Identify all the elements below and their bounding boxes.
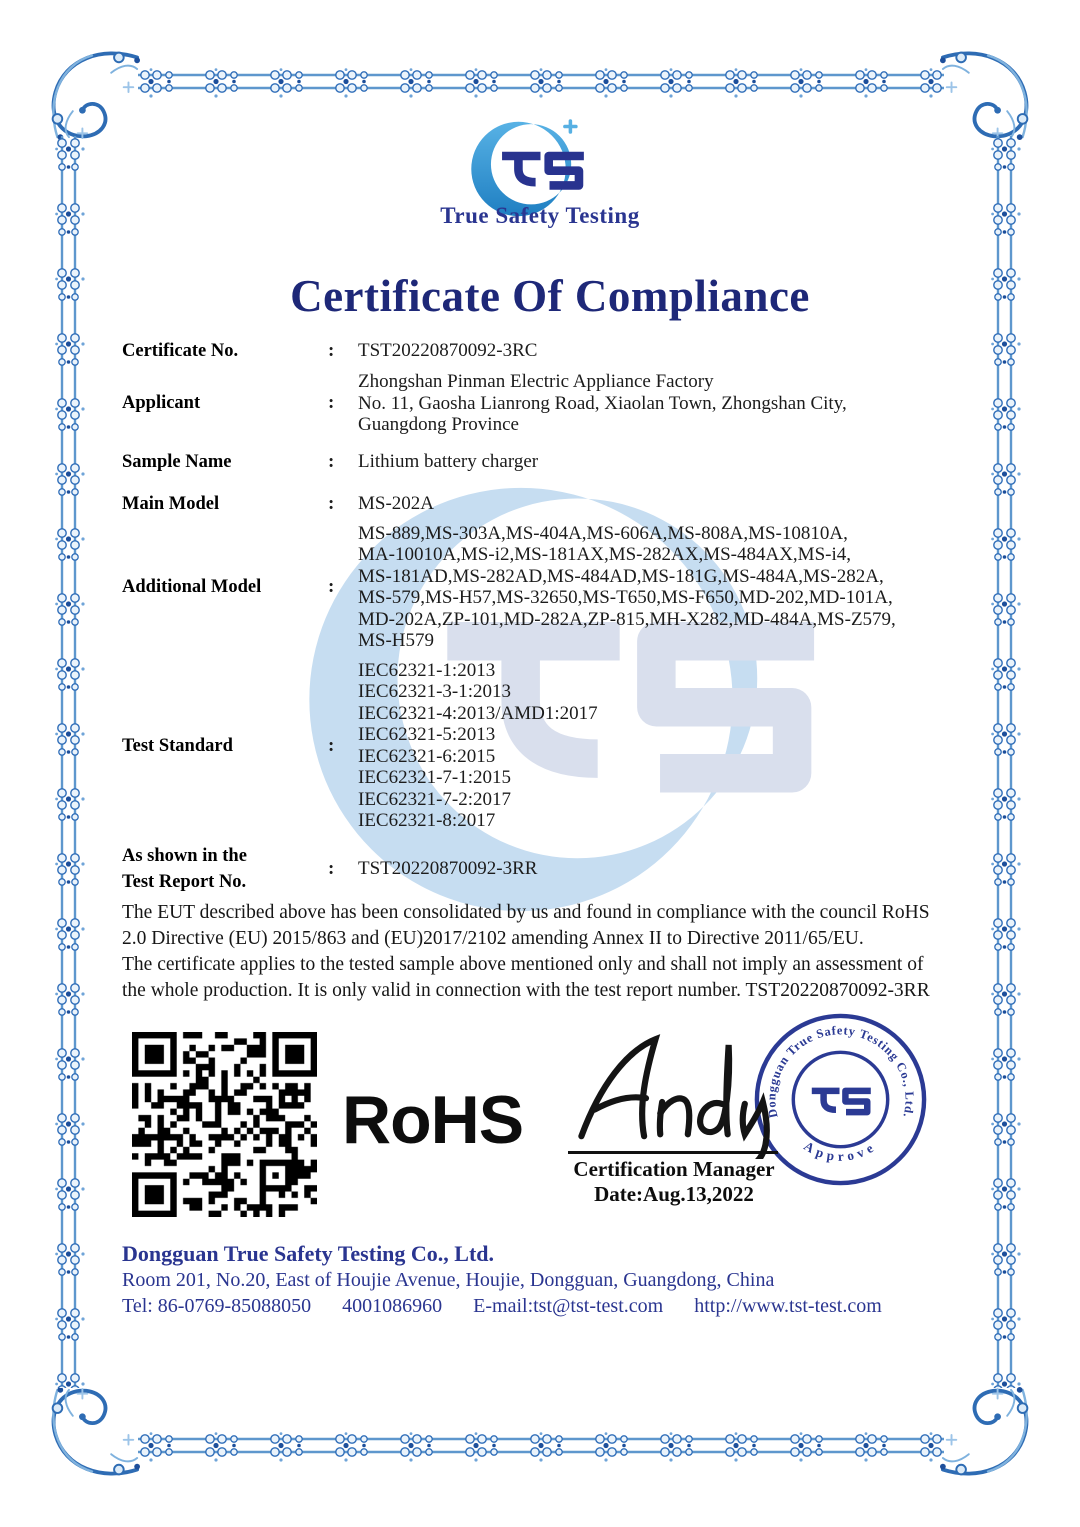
statement-line: the whole production. It is only valid in connection with the test report number. TST20220870092-3RR: [122, 980, 930, 1001]
label-line: As shown in the: [122, 845, 247, 866]
compliance-statement: [122, 900, 946, 1004]
logo-ts-monogram: [502, 156, 584, 185]
value-line: MD-202A,ZP-101,MD-282A,ZP-815,MH-X282,MD-484A,MS-Z579,: [358, 608, 896, 630]
value-line: IEC62321-5:2013: [358, 724, 496, 745]
field-value: [358, 660, 946, 832]
corner-flourish-icon: [44, 1387, 140, 1483]
field-value: [358, 371, 946, 436]
border-edge-top: [138, 68, 944, 104]
field-colon: :: [328, 576, 335, 597]
value-line: MS-181AD,MS-282AD,MS-484AD,MS-181G,MS-484A,MS-282A,: [358, 565, 884, 587]
field-colon: :: [328, 734, 335, 756]
field-label: Applicant: [122, 393, 201, 414]
issuer-address: Room 201, No.20, East of Houjie Avenue, Houjie, Dongguan, Guangdong, China: [122, 1269, 775, 1291]
value-line: IEC62321-7-1:2015: [358, 767, 512, 788]
field-label: Certificate No.: [122, 341, 239, 361]
field-colon: :: [328, 392, 335, 414]
logo-plus-icon: [565, 121, 576, 132]
value-line: IEC62321-7-2:2017: [358, 788, 512, 810]
value-line: MA-10010A,MS-i2,MS-181AX,MS-282AX,MS-484AX,MS-i4,: [358, 544, 851, 565]
signature: [570, 1026, 798, 1159]
brand-name: True Safety Testing: [440, 203, 640, 228]
signature-date: Date:Aug.13,2022: [594, 1182, 754, 1206]
value-line: No. 11, Gaosha Lianrong Road, Xiaolan Town, Zhongshan City,: [358, 392, 847, 414]
field-label: [122, 843, 328, 895]
value-line: MS-H579: [358, 630, 435, 651]
field-label: Additional Model: [122, 577, 262, 597]
field-colon: :: [328, 857, 335, 879]
field-value: TST20220870092-3RC: [358, 340, 538, 362]
field-colon: :: [328, 492, 335, 514]
certificate-fields: [122, 338, 946, 895]
value-line: IEC62321-6:2015: [358, 745, 496, 767]
field-value: MS-202A: [358, 492, 435, 514]
field-row-applicant: [122, 371, 946, 436]
value-line: Zhongshan Pinman Electric Appliance Factory: [358, 371, 714, 392]
value-line: MS-889,MS-303A,MS-404A,MS-606A,MS-808A,MS-10810A,: [358, 522, 848, 544]
field-label: Test Standard: [122, 735, 233, 756]
corner-flourish-icon: [940, 1387, 1036, 1483]
qr-code: [132, 1032, 317, 1217]
field-value: Lithium battery charger: [358, 450, 539, 472]
field-value: [358, 523, 946, 652]
field-value: TST20220870092-3RR: [358, 857, 538, 879]
value-line: IEC62321-3-1:2013: [358, 681, 512, 702]
issuer-contacts: [122, 1293, 962, 1320]
value-line: IEC62321-4:2013/AMD1:2017: [358, 702, 598, 724]
border-edge-left: [55, 136, 91, 1388]
issuer-hotline: 4001086960: [342, 1295, 443, 1317]
stamp-bottom-text: Approve: [801, 1138, 880, 1164]
rohs-mark: RoHS: [342, 1082, 524, 1158]
stamp-ring-text: Dongguan True Safety Testing Co., Ltd.: [764, 1023, 917, 1120]
field-colon: :: [328, 450, 335, 472]
value-line: IEC62321-1:2013: [358, 659, 496, 681]
field-row-test-standard: [122, 660, 946, 832]
stamp-ts-monogram: [812, 1091, 871, 1112]
statement-line: The certificate applies to the tested sample above mentioned only and shall not imply an assessment of: [122, 954, 924, 975]
field-row-sample-name: [122, 449, 946, 475]
corner-flourish-icon: [940, 44, 1036, 140]
field-row-certificate-no: [122, 338, 946, 364]
field-label: Sample Name: [122, 451, 232, 472]
issuer-website: http://www.tst-test.com: [694, 1295, 882, 1317]
svg-text:Approve: [801, 1138, 879, 1164]
border-edge-right: [991, 136, 1027, 1388]
value-line: Guangdong Province: [358, 414, 519, 435]
value-line: MS-579,MS-H57,MS-32650,MS-T650,MS-F650,MD-202,MD-101A,: [358, 587, 893, 608]
page-title: Certificate Of Compliance: [290, 271, 810, 321]
signature-underline: [568, 1151, 778, 1154]
corner-flourish-icon: [44, 44, 140, 140]
issuer-tel: Tel: 86-0769-85088050: [122, 1295, 312, 1317]
signer-title: Certification Manager: [573, 1157, 775, 1181]
field-row-main-model: [122, 491, 946, 517]
issuer-email: E-mail:tst@tst-test.com: [473, 1295, 664, 1317]
value-line: IEC62321-8:2017: [358, 810, 496, 831]
border-edge-bottom: [138, 1432, 944, 1468]
statement-line: The EUT described above has been consolidated by us and found in compliance with the council RoHS: [122, 902, 930, 923]
stamp-inner-ring: [793, 1052, 887, 1146]
field-row-additional-model: [122, 523, 946, 652]
statement-line: 2.0 Directive (EU) 2015/863 and (EU)2017/2102 amending Annex II to Directive 2011/65/EU.: [122, 928, 864, 949]
field-label: Main Model: [122, 493, 220, 514]
label-line: Test Report No.: [122, 871, 247, 892]
field-row-test-report-no: [122, 843, 946, 895]
field-colon: :: [328, 340, 335, 361]
issuer-company-name: Dongguan True Safety Testing Co., Ltd.: [122, 1241, 495, 1266]
issuer-info: [122, 1240, 962, 1320]
